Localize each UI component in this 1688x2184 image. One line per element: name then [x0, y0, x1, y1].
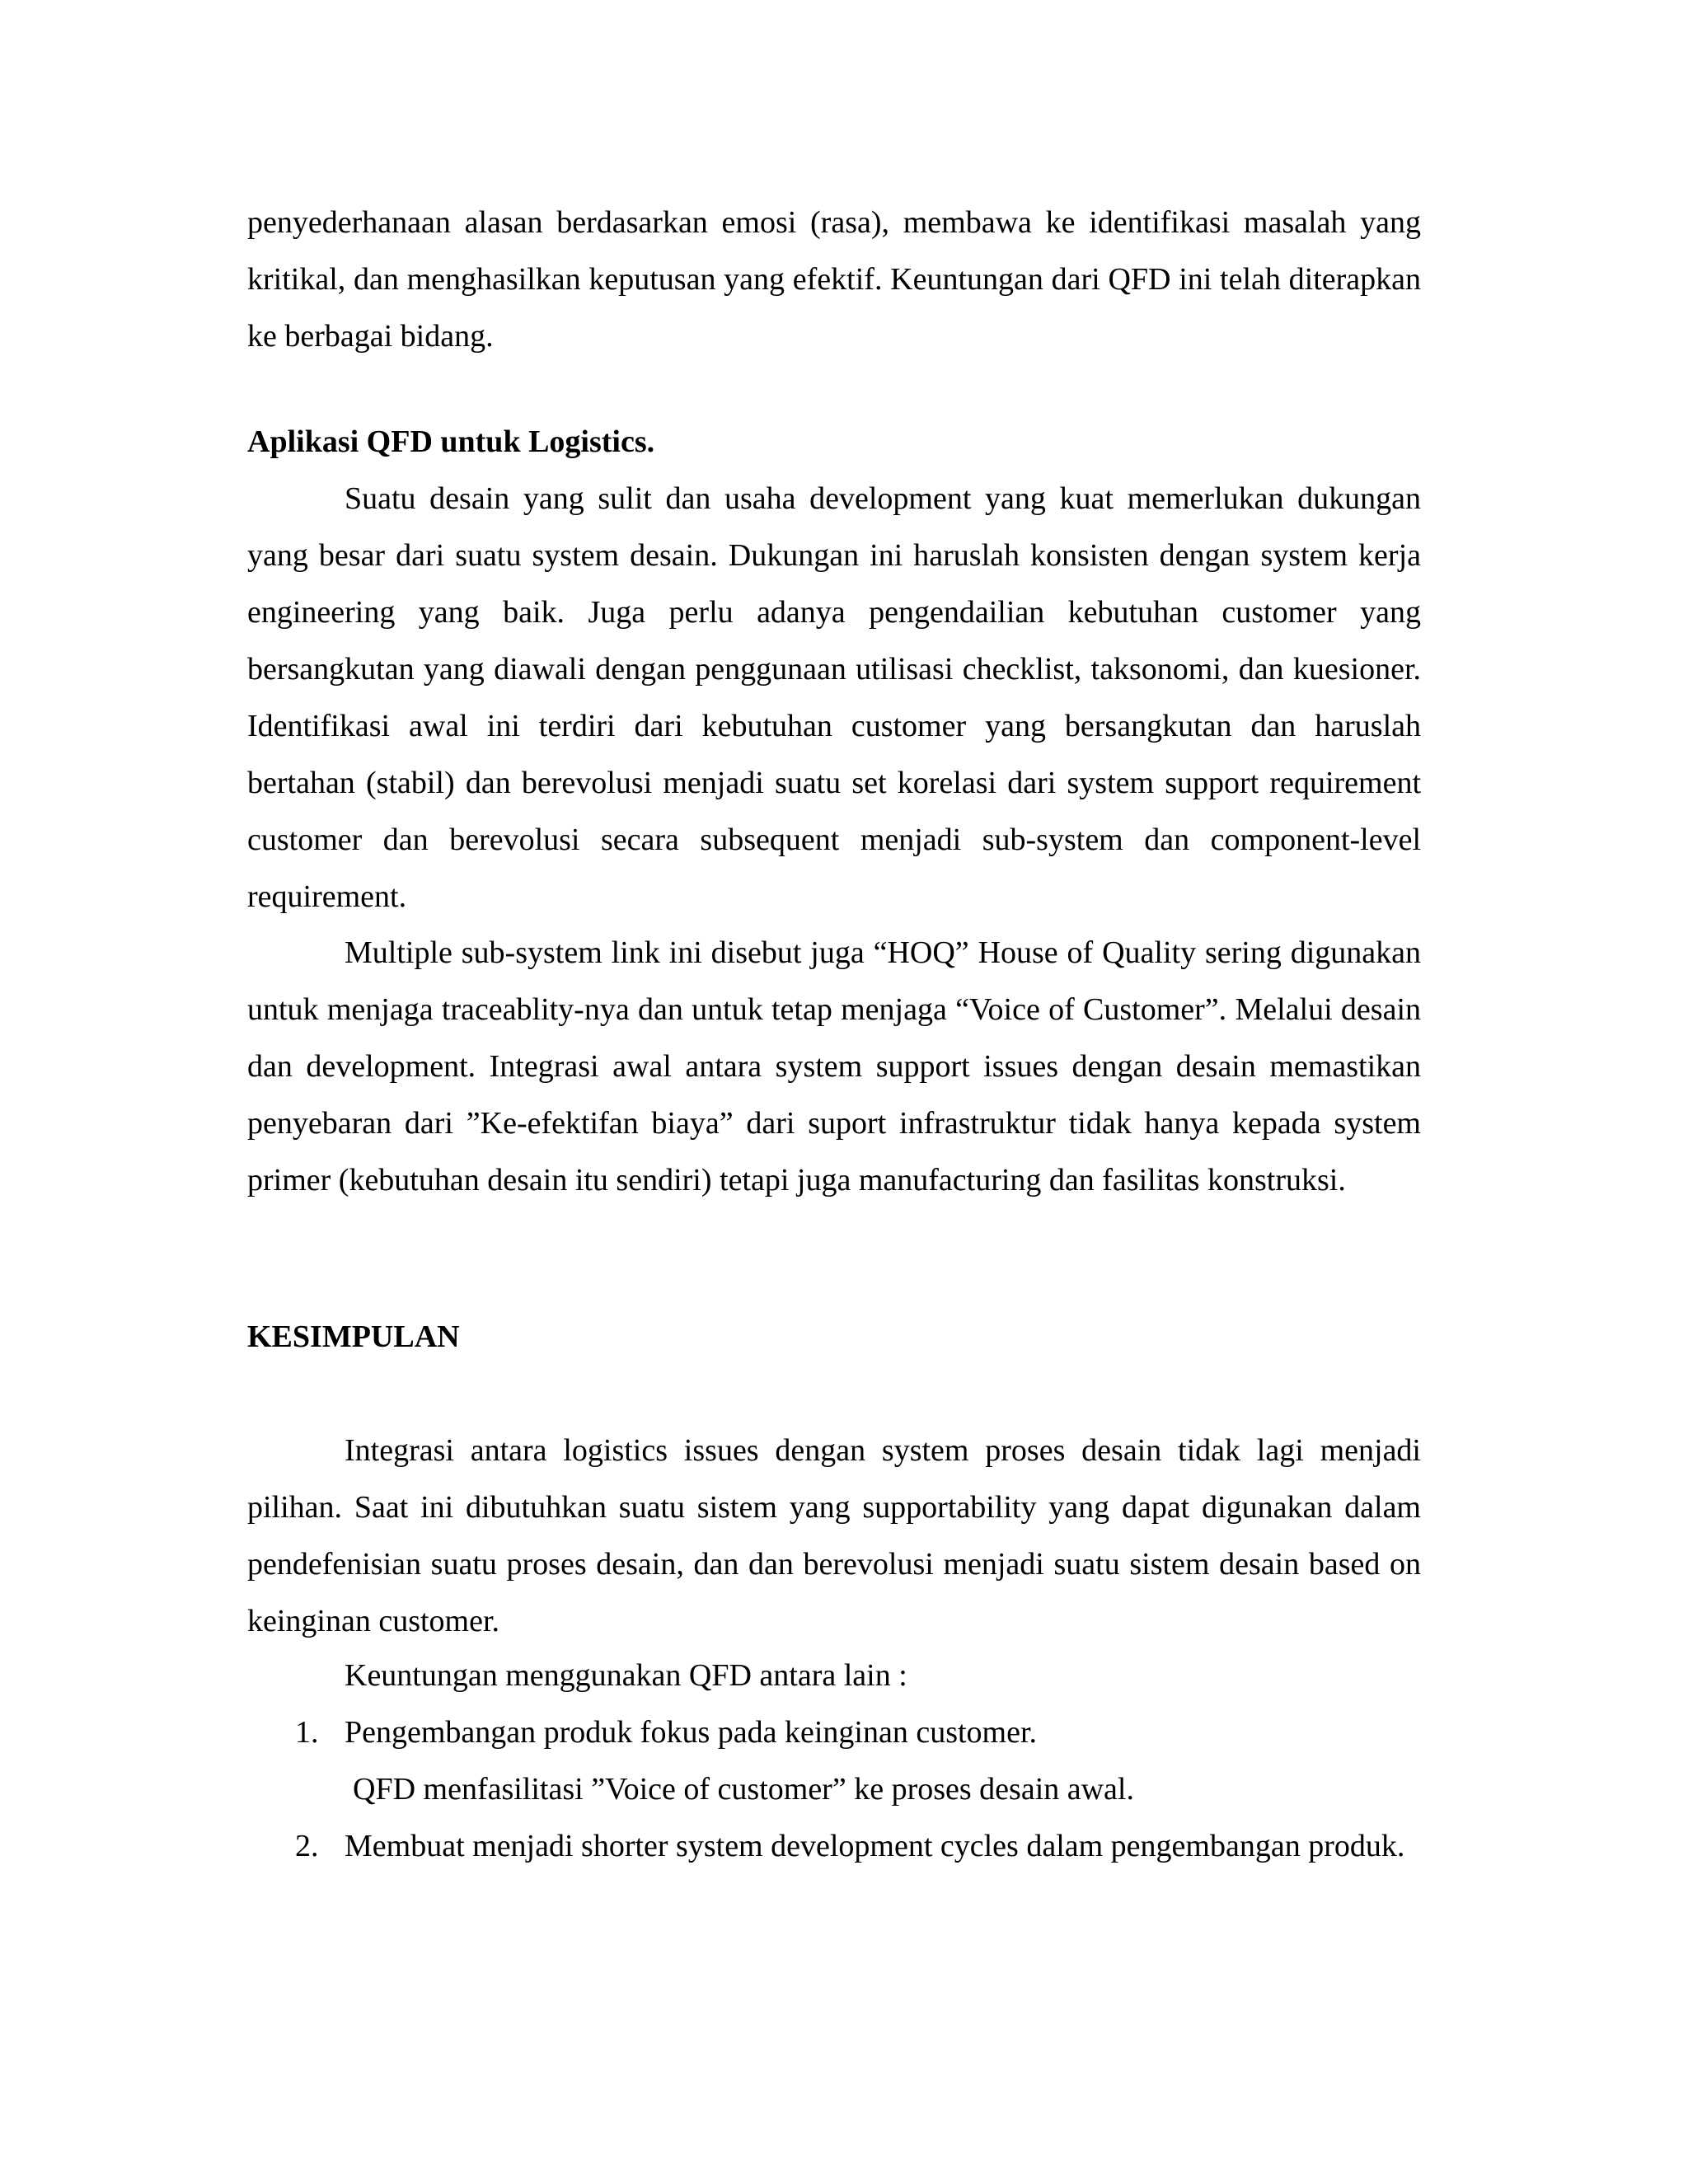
intro-paragraph: penyederhanaan alasan berdasarkan emosi (rasa), membawa ke identifikasi masalah yang kritikal, dan menghasilkan keputusan yang efektif. Keuntungan dari QFD ini telah diterapkan ke berbagai bidang. [247, 205, 1421, 354]
section-heading-logistics: Aplikasi QFD untuk Logistics. [247, 424, 655, 459]
logistics-paragraph-2: Multiple sub-system link ini disebut juga “HOQ” House of Quality sering digunakan untuk menjaga traceablity-nya dan untuk tetap menjaga “Voice of Customer”. Melalui desain dan development. Integrasi awal antara system support issues dengan desain memastikan penyebaran dari ”Ke-efektifan biaya” dari suport infrastruktur tidak hanya kepada system primer (kebutuhan desain itu sendiri) tetapi juga manufacturing dan fasilitas konstruksi. [247, 935, 1421, 1197]
benefits-list [247, 1704, 1421, 1875]
list-item-text: Pengembangan produk fokus pada keinginan customer. [345, 1715, 1038, 1750]
conclusion-paragraph-1: Integrasi antara logistics issues dengan system proses desain tidak lagi menjadi pilihan. Saat ini dibutuhkan suatu sistem yang supportability yang dapat digunakan dalam pendefenisian suatu proses desain, dan dan berevolusi menjadi suatu sistem desain based on keinginan customer. [247, 1433, 1421, 1638]
list-item [247, 1818, 1421, 1875]
section-heading-conclusion: KESIMPULAN [247, 1319, 460, 1354]
benefits-list-intro: Keuntungan menggunakan QFD antara lain : [345, 1658, 907, 1693]
list-item-text: Membuat menjadi shorter system development cycles dalam pengembangan produk. [345, 1829, 1405, 1863]
list-item [247, 1704, 1421, 1818]
list-item-number: 2. [295, 1829, 319, 1863]
logistics-paragraph-1: Suatu desain yang sulit dan usaha development yang kuat memerlukan dukungan yang besar dari suatu system desain. Dukungan ini haruslah konsisten dengan system kerja engineering yang baik. Juga perlu adanya pengendailian kebutuhan customer yang bersangkutan yang diawali dengan penggunaan utilisasi checklist, taksonomi, dan kuesioner. Identifikasi awal ini terdiri dari kebutuhan customer yang bersangkutan dan haruslah bertahan (stabil) dan berevolusi menjadi suatu set korelasi dari system support requirement customer dan berevolusi secara subsequent menjadi sub-system dan component-level requirement. [247, 481, 1421, 914]
list-item-subtext: QFD menfasilitasi ”Voice of customer” ke proses desain awal. [353, 1772, 1134, 1807]
list-item-number: 1. [295, 1715, 319, 1750]
